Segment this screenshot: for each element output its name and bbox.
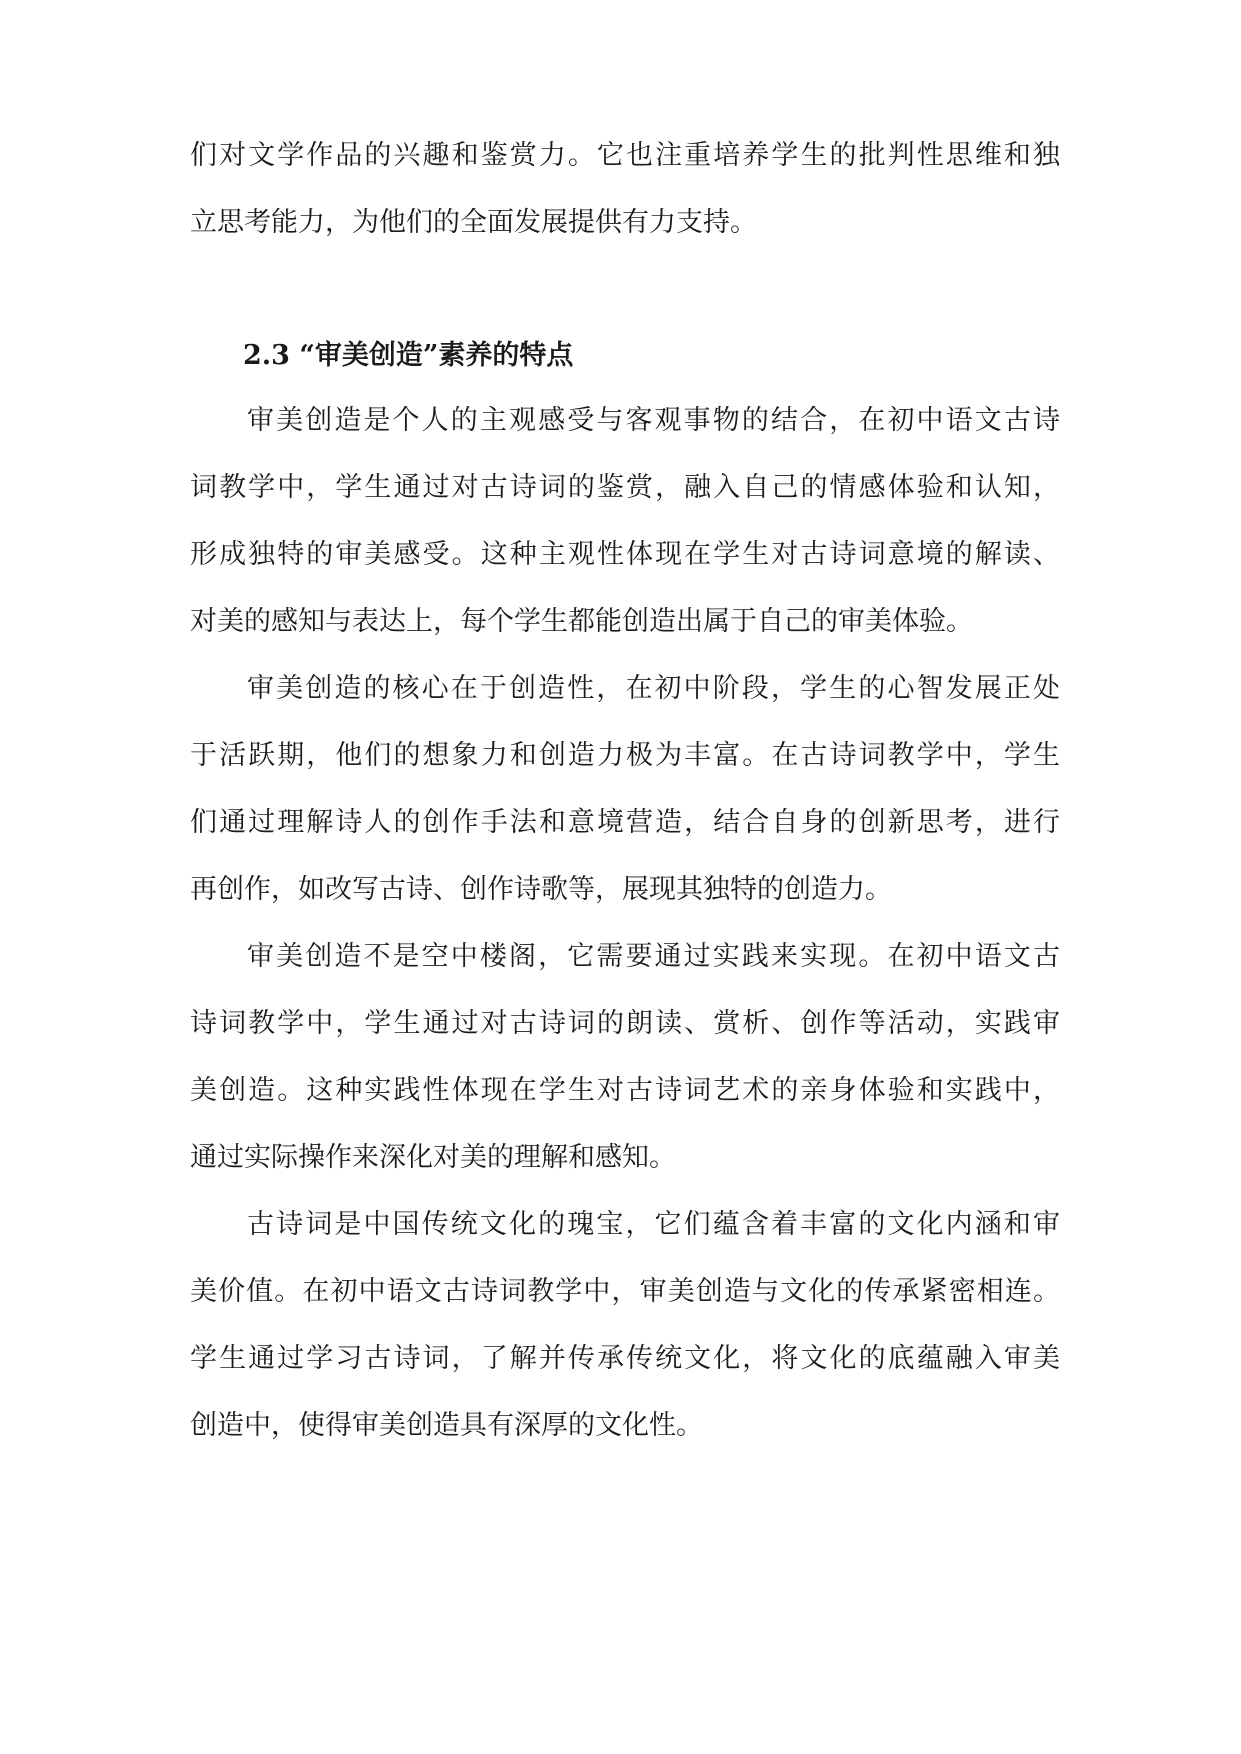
text-line: 词教学中，学生通过对古诗词的鉴赏，融入自己的情感体验和认知， xyxy=(190,472,1060,503)
text-line: 们通过理解诗人的创作手法和意境营造，结合自身的创新思考，进行 xyxy=(190,807,1060,838)
text-line: 审美创造是个人的主观感受与客观事物的结合，在初中语文古诗 xyxy=(247,405,1060,436)
text-line: 创造中，使得审美创造具有深厚的文化性。 xyxy=(190,1410,703,1441)
text-line: 立思考能力，为他们的全面发展提供有力支持。 xyxy=(190,207,757,238)
text-line: 古诗词是中国传统文化的瑰宝，它们蕴含着丰富的文化内涵和审 xyxy=(247,1209,1060,1240)
text-line: 们对文学作品的兴趣和鉴赏力。它也注重培养学生的批判性思维和独 xyxy=(190,140,1060,171)
text-line: 再创作，如改写古诗、创作诗歌等，展现其独特的创造力。 xyxy=(190,874,892,905)
text-line: 诗词教学中，学生通过对古诗词的朗读、赏析、创作等活动，实践审 xyxy=(190,1008,1060,1039)
text-line: 于活跃期，他们的想象力和创造力极为丰富。在古诗词教学中，学生 xyxy=(190,740,1060,771)
text-line: 形成独特的审美感受。这种主观性体现在学生对古诗词意境的解读、 xyxy=(190,539,1060,570)
text-line: 通过实际操作来深化对美的理解和感知。 xyxy=(190,1142,676,1173)
text-line: 美创造。这种实践性体现在学生对古诗词艺术的亲身体验和实践中， xyxy=(190,1075,1060,1106)
text-line: 审美创造的核心在于创造性，在初中阶段，学生的心智发展正处 xyxy=(247,673,1060,704)
text-line: 对美的感知与表达上，每个学生都能创造出属于自己的审美体验。 xyxy=(190,606,973,637)
text-line: 学生通过学习古诗词，了解并传承传统文化，将文化的底蕴融入审美 xyxy=(190,1343,1060,1374)
section-heading: 2.3 “审美创造”素养的特点 xyxy=(243,340,574,371)
text-line: 审美创造不是空中楼阁，它需要通过实践来实现。在初中语文古 xyxy=(247,941,1060,972)
text-line: 美价值。在初中语文古诗词教学中，审美创造与文化的传承紧密相连。 xyxy=(190,1276,1060,1307)
